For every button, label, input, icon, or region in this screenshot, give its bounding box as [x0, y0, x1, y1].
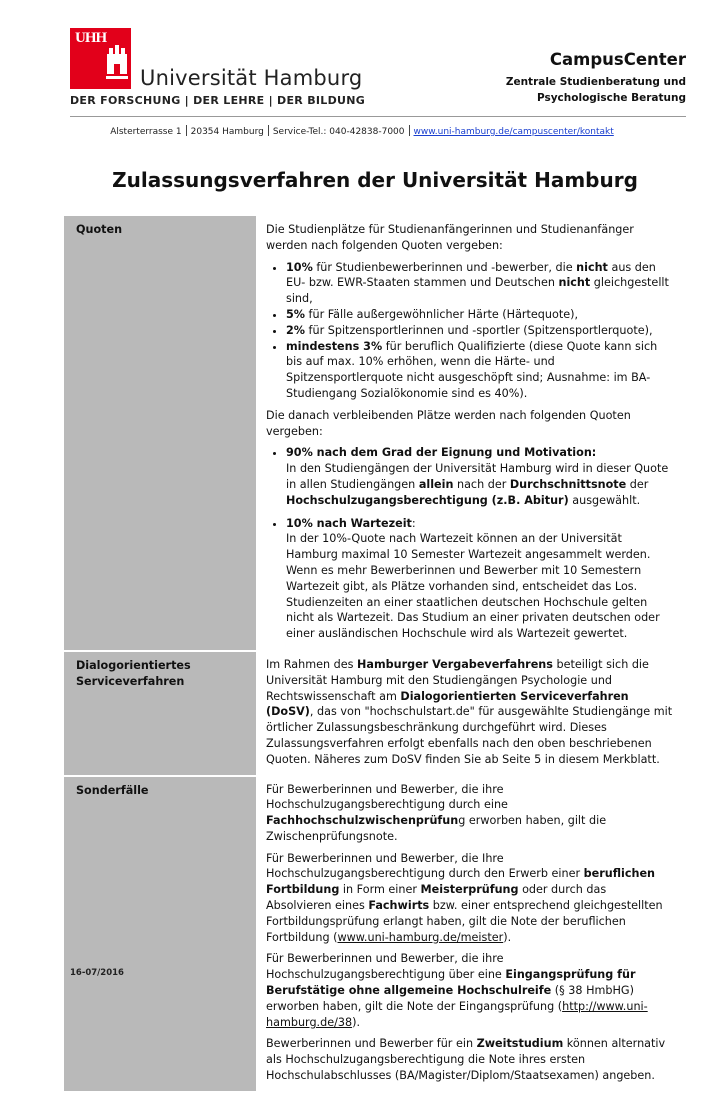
row-content-quoten	[256, 216, 682, 651]
sonder-paragraph: Für Bewerberinnen und Bewerber, die ihre Hochschulzugangsberechtigung über eine Eingangsprüfung für Berufstätige ohne allgemeine Hochschulreife (§ 38 HmbHG) erworben haben, gilt die Note der Eingangsprüfung (http://www.uni-hamburg.de/38).	[266, 952, 648, 1029]
logo-mark	[70, 28, 131, 89]
tagline: DER FORSCHUNG | DER LEHRE | DER BILDUNG	[70, 94, 366, 107]
list-item: • 2% für Spitzensportlerinnen und -sportler (Spitzensportlerquote),	[286, 323, 674, 339]
footer-date: 16-07/2016	[70, 968, 124, 978]
university-name: Universität Hamburg	[140, 66, 363, 90]
campus-center-subtitle: Zentrale Studienberatung und Psychologische Beratung	[505, 76, 686, 104]
campus-center-title: CampusCenter	[549, 50, 686, 69]
page-title: Zulassungsverfahren der Universität Hamburg	[112, 168, 638, 192]
contact-link[interactable]: www.uni-hamburg.de/campuscenter/kontakt	[413, 127, 614, 137]
header-rule	[70, 116, 686, 117]
list-item: • 90% nach dem Grad der Eignung und Motivation: In den Studiengängen der Universität Hamburg wird in dieser Quote in allen Studiengängen allein nach der Durchschnittsnote der Hochschulzugangsberechtigung (z.B. Abitur) ausgewählt.	[286, 445, 674, 508]
sonder-paragraph: Für Bewerberinnen und Bewerber, die Ihre Hochschulzugangsberechtigung durch den Erwerb einer beruflichen Fortbildung in Form einer Meisterprüfung oder durch das Absolvieren eines Fachwirts bzw. einer entsprechend gleichgestellten Fortbildungsprüfung erlangt haben, gilt die Note der beruflichen Fortbildung (www.uni-hamburg.de/meister).	[266, 851, 663, 944]
quoten-remaining: Die danach verbleibenden Plätze werden nach folgenden Quoten vergeben:	[266, 408, 631, 438]
sonder-paragraph: Bewerberinnen und Bewerber für ein Zweitstudium können alternativ als Hochschulzugangsberechtigung die Note ihres ersten Hochschulabschlusses (BA/Magister/Diplom/Staatsexamen) angeben.	[266, 1037, 666, 1083]
row-label-quoten: Quoten	[64, 216, 256, 651]
quoten-list	[266, 260, 674, 402]
list-item: • 10% für Studienbewerberinnen und -bewerber, die nicht aus den EU- bzw. EWR-Staaten stammen und Deutschen nicht gleichgestellt sind,	[286, 260, 674, 307]
list-item: • 10% nach Wartezeit: In der 10%-Quote nach Wartezeit können an der Universität Hamburg maximal 10 Semester Wartezeit angesammelt werden. Wenn es mehr Bewerberinnen und Bewerber mit 10 Semestern Wartezeit gibt, als Plätze vorhanden sind, entscheidet das Los. Studienzeiten an einer staatlichen deutschen Hochschule gelten nicht als Wartezeit. Das Studium an einer privaten deutschen oder einer ausländischen Hochschule wird als Wartezeit gewertet.	[286, 516, 674, 642]
table-row	[64, 776, 682, 1092]
address-street: Alsterterrasse 1	[110, 127, 182, 137]
divider	[409, 125, 410, 136]
content-table	[64, 216, 682, 1093]
address-line	[0, 125, 724, 137]
paragraph-38-link[interactable]: http://www.uni-hamburg.de/38	[266, 999, 648, 1029]
list-item: • mindestens 3% für beruflich Qualifizierte (diese Quote kann sich bis auf max. 10% erhöhen, wenn die Härte- und Spitzensportlerquote nicht ausgeschöpft sind; Ausnahme: im BA-Studiengang Sozialökonomie sind es 40%).	[286, 339, 674, 402]
remaining-list	[266, 445, 674, 642]
meister-link[interactable]: www.uni-hamburg.de/meister	[337, 930, 504, 944]
row-label-dosv: Dialogorientiertes Serviceverfahren	[64, 651, 256, 776]
sonder-paragraph: Für Bewerberinnen und Bewerber, die ihre Hochschulzugangsberechtigung durch eine Fachhochschulzwischenprüfung erworben haben, gilt die Zwischenprüfungsnote.	[266, 782, 607, 843]
row-content-sonderfaelle	[256, 776, 682, 1092]
castle-icon	[70, 28, 131, 89]
table-row	[64, 216, 682, 651]
list-item: • 5% für Fälle außergewöhnlicher Härte (Härtequote),	[286, 307, 674, 323]
address-city: 20354 Hamburg	[190, 127, 264, 137]
uhh-logo	[70, 28, 131, 89]
address-phone: Service-Tel.: 040-42838-7000	[272, 127, 405, 137]
row-content-dosv: Im Rahmen des Hamburger Vergabeverfahrens beteiligt sich die Universität Hamburg mit den Studiengängen Psychologie und Rechtswissenschaft am Dialogorientierten Serviceverfahren (DoSV), das von "hochschulstart.de" für ausgewählte Studiengänge mit örtlicher Zulassungsbeschränkung durchgeführt wird. Dieses Zulassungsverfahren erfolgt ebenfalls nach den oben beschriebenen Quoten. Näheres zum DoSV finden Sie ab Seite 5 in diesem Merkblatt.	[266, 657, 673, 766]
logo-lettering: UHH	[75, 30, 107, 46]
table-row	[64, 651, 682, 776]
divider	[186, 125, 187, 136]
divider	[268, 125, 269, 136]
row-label-sonderfaelle: Sonderfälle	[64, 776, 256, 1092]
quoten-intro: Die Studienplätze für Studienanfängerinnen und Studienanfänger werden nach folgenden Quoten vergeben:	[266, 223, 634, 252]
